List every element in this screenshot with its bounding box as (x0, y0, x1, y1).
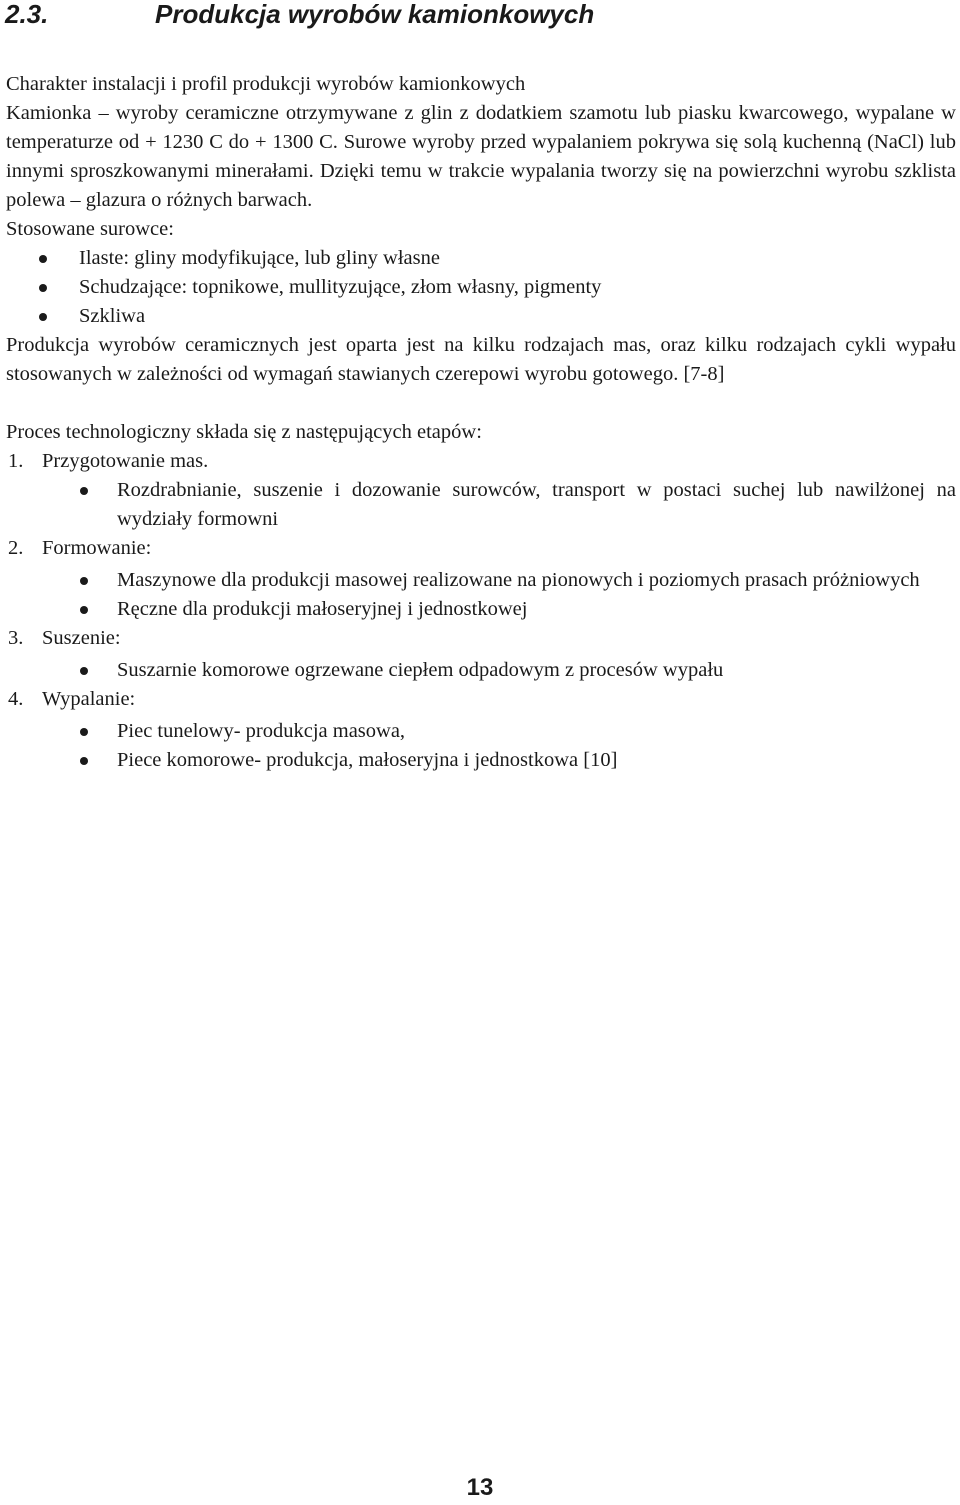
step-number: 3. (8, 627, 24, 649)
step-items (6, 656, 956, 685)
production-paragraph: Produkcja wyrobów ceramicznych jest oparta jest na kilku rodzajach mas, oraz kilku rodzajach cykli wypału stosowanych w zależności od wymagań stawianych czerepowi wyrobu gotowego. [7-8] (6, 334, 956, 385)
list-item (6, 302, 956, 331)
bullet-icon (80, 487, 88, 495)
step-title: Suszenie: (42, 627, 121, 649)
raw-materials-list (6, 244, 956, 331)
list-item (6, 746, 956, 775)
list-item-text: Piec tunelowy- produkcja masowa, (117, 720, 406, 742)
bullet-icon (80, 757, 88, 765)
list-item (6, 476, 956, 534)
bullet-icon (39, 284, 47, 292)
section-number: 2.3. (5, 0, 49, 29)
list-item-text: Suszarnie komorowe ogrzewane ciepłem odpadowym z procesów wypału (117, 659, 724, 681)
list-item-text: Ręczne dla produkcji małoseryjnej i jednostkowej (117, 598, 528, 620)
section-title: Produkcja wyrobów kamionkowych (155, 0, 595, 29)
document-body (6, 70, 956, 775)
list-item (6, 566, 956, 595)
list-item (6, 273, 956, 302)
step-items (6, 476, 956, 534)
bullet-icon (80, 667, 88, 675)
intro-paragraph: Kamionka – wyroby ceramiczne otrzymywane z glin z dodatkiem szamotu lub piasku kwarcowego, wypalane w temperaturze od + 1230 C do + 1300 C. Surowe wyroby przed wypalaniem pokrywa się solą kuchenną (NaCl) lub innymi sproszkowanymi minerałami. Dzięki temu w trakcie wypalania tworzy się na powierzchni wyrobu szklista polewa – glazura o różnych barwach. (6, 102, 956, 211)
page-number: 13 (466, 1474, 494, 1501)
list-item (6, 717, 956, 746)
raw-materials-label: Stosowane surowce: (6, 218, 174, 240)
process-label: Proces technologiczny składa się z następujących etapów: (6, 421, 482, 443)
step-heading (6, 624, 956, 653)
step-title: Formowanie: (42, 537, 152, 559)
step-items (6, 717, 956, 775)
step-heading (6, 685, 956, 714)
bullet-icon (80, 577, 88, 585)
list-item-text: Ilaste: gliny modyfikujące, lub gliny własne (79, 247, 440, 269)
list-item (6, 656, 956, 685)
step-heading (6, 447, 956, 476)
list-item-text: Schudzające: topnikowe, mullityzujące, złom własny, pigmenty (79, 276, 602, 298)
step-number: 1. (8, 450, 24, 472)
section-heading (5, 0, 594, 28)
step-number: 2. (8, 537, 24, 559)
list-item-text: Rozdrabnianie, suszenie i dozowanie surowców, transport w postaci suchej lub nawilżonej na wydziały formowni (117, 479, 956, 530)
bullet-icon (39, 313, 47, 321)
bullet-icon (80, 606, 88, 614)
list-item-text: Maszynowe dla produkcji masowej realizowane na pionowych i poziomych prasach próżniowych (117, 569, 920, 591)
intro-subtitle: Charakter instalacji i profil produkcji wyrobów kamionkowych (6, 73, 526, 95)
step-number: 4. (8, 688, 24, 710)
paragraph-gap (6, 389, 956, 418)
step-title: Przygotowanie mas. (42, 450, 209, 472)
list-item-text: Szkliwa (79, 305, 146, 327)
step-title: Wypalanie: (42, 688, 136, 710)
list-item (6, 595, 956, 624)
list-item-text: Piece komorowe- produkcja, małoseryjna i jednostkowa [10] (117, 749, 618, 771)
step-items (6, 566, 956, 624)
list-item (6, 244, 956, 273)
bullet-icon (80, 728, 88, 736)
step-heading (6, 534, 956, 563)
bullet-icon (39, 255, 47, 263)
